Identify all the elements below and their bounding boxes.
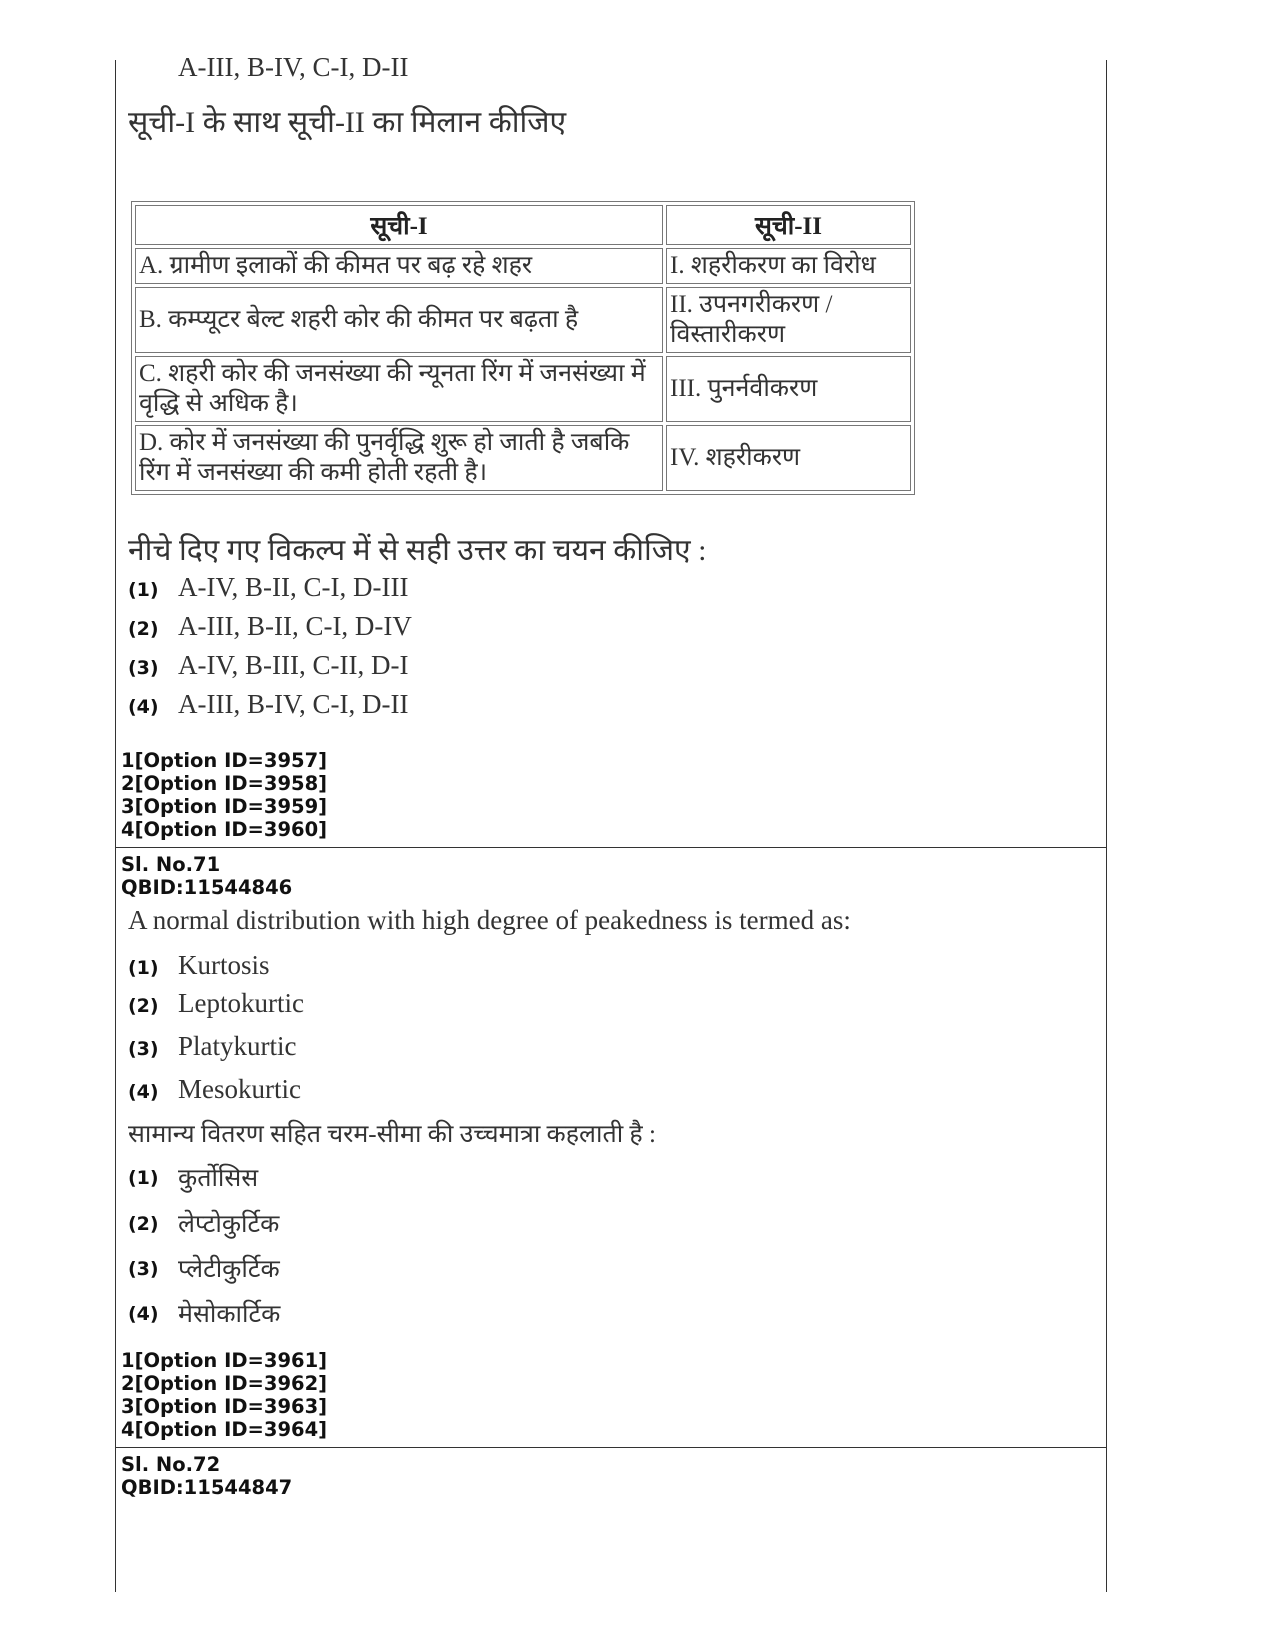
option-number: (4): [128, 1081, 159, 1103]
row-d-right: IV. शहरीकरण: [666, 425, 911, 491]
table-row: [135, 356, 911, 422]
option-text: मेसोकार्टिक: [178, 1301, 281, 1328]
option-id: 3[Option ID=3959]: [121, 795, 328, 818]
option-text: Kurtosis: [178, 950, 270, 980]
option-number: (2): [128, 1213, 159, 1235]
row-b-right: II. उपनगरीकरण / विस्तारीकरण: [666, 287, 911, 353]
row-a-left: A. ग्रामीण इलाकों की कीमत पर बढ़ रहे शहर: [135, 248, 663, 284]
option-number: (1): [128, 957, 159, 979]
option-number: (1): [128, 1167, 159, 1189]
option-number: (1): [128, 579, 159, 601]
question-text-en: A normal distribution with high degree of peakedness is termed as:: [128, 905, 851, 935]
option-id: 1[Option ID=3957]: [121, 749, 328, 772]
option-text: Platykurtic: [178, 1031, 297, 1061]
option-text: A-IV, B-III, C-II, D-I: [178, 650, 409, 680]
serial-number: Sl. No.72: [121, 1453, 221, 1476]
option-number: (3): [128, 657, 159, 679]
option-id: 4[Option ID=3964]: [121, 1418, 328, 1441]
table-row: [135, 248, 911, 284]
match-instruction: सूची-I के साथ सूची-II का मिलान कीजिए: [128, 106, 567, 139]
row-b-left: B. कम्प्यूटर बेल्ट शहरी कोर की कीमत पर बढ़ता है: [135, 287, 663, 353]
option-id: 1[Option ID=3961]: [121, 1349, 328, 1372]
choose-prompt: नीचे दिए गए विकल्प में से सही उत्तर का चयन कीजिए :: [128, 534, 707, 567]
option-id: 2[Option ID=3962]: [121, 1372, 328, 1395]
option-id: 2[Option ID=3958]: [121, 772, 328, 795]
option-text: A-III, B-II, C-I, D-IV: [178, 611, 412, 641]
previous-answer-line: A-III, B-IV, C-I, D-II: [178, 52, 409, 82]
qbid: QBID:11544847: [121, 1476, 293, 1499]
question-text-hi: सामान्य वितरण सहित चरम-सीमा की उच्चमात्रा कहलाती है :: [128, 1121, 656, 1148]
option-number: (2): [128, 618, 159, 640]
table-row: [135, 425, 911, 491]
question-divider: [115, 1447, 1107, 1448]
qbid: QBID:11544846: [121, 876, 293, 899]
option-text: लेप्टोकुर्टिक: [178, 1211, 280, 1238]
row-d-left: D. कोर में जनसंख्या की पुनर्वृद्धि शुरू हो जाती है जबकि रिंग में जनसंख्या की कमी होती रहती है।: [135, 425, 663, 491]
col1-header: सूची-I: [135, 205, 663, 245]
option-text: प्लेटीकुर्टिक: [178, 1256, 280, 1283]
option-id: 4[Option ID=3960]: [121, 818, 328, 841]
serial-number: Sl. No.71: [121, 853, 221, 876]
option-number: (3): [128, 1258, 159, 1280]
option-text: कुर्तोसिस: [178, 1165, 259, 1192]
option-text: A-IV, B-II, C-I, D-III: [178, 572, 409, 602]
row-a-right: I. शहरीकरण का विरोध: [666, 248, 911, 284]
option-id: 3[Option ID=3963]: [121, 1395, 328, 1418]
table-row: [135, 287, 911, 353]
row-c-right: III. पुनर्नवीकरण: [666, 356, 911, 422]
table-header-row: [135, 205, 911, 245]
option-number: (3): [128, 1038, 159, 1060]
col2-header: सूची-II: [666, 205, 911, 245]
option-text: Leptokurtic: [178, 988, 304, 1018]
option-number: (4): [128, 1303, 159, 1325]
option-number: (4): [128, 696, 159, 718]
match-table: [131, 201, 915, 495]
row-c-left: C. शहरी कोर की जनसंख्या की न्यूनता रिंग में जनसंख्या में वृद्धि से अधिक है।: [135, 356, 663, 422]
option-number: (2): [128, 995, 159, 1017]
option-text: A-III, B-IV, C-I, D-II: [178, 689, 409, 719]
question-divider: [115, 847, 1107, 848]
option-text: Mesokurtic: [178, 1074, 301, 1104]
